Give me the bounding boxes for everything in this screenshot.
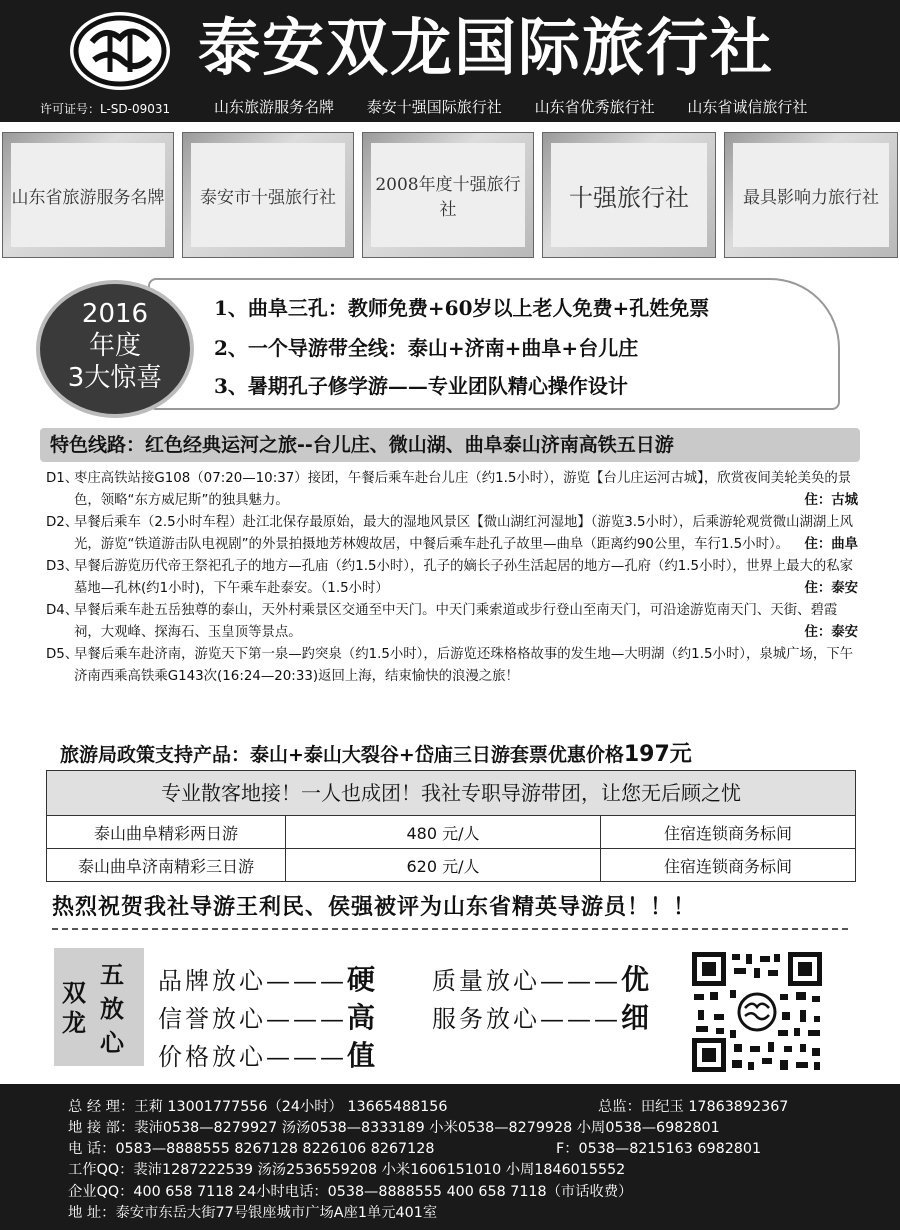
company-name: 泰安双龙国际旅行社 — [198, 11, 775, 84]
contact-footer — [0, 1084, 900, 1230]
qr-code[interactable] — [690, 950, 824, 1074]
package-hotel: 住宿连锁商务标间 — [663, 856, 792, 876]
dashed-divider — [52, 928, 848, 930]
header — [0, 0, 900, 122]
itinerary-day — [46, 644, 858, 688]
day-label: D1、 — [46, 471, 79, 486]
day-text: 早餐后乘车（2.5小时车程）赴江北保存最原始，最大的湿地风景区【微山湖红河湿地】（游览3.5小时），后乘游轮观赏微山湖湖上风光，游览“铁道游击队电视剧”的外景拍摄地芳林嫂故居，中餐后乘车赴孔子故里—曲阜（距离约90公里，车行1.5小时）。 — [74, 515, 854, 552]
director-row: 总监：田纪玉 17863892367 — [598, 1099, 789, 1115]
license-number: 许可证号：L-SD-09031 — [40, 102, 171, 116]
honors-list — [214, 96, 823, 117]
assurance-item: 品牌放心———硬 — [158, 963, 379, 996]
qr-code-icon — [690, 950, 824, 1074]
table-row — [47, 816, 855, 849]
honor-item: 山东省优秀旅行社 — [534, 98, 655, 116]
policy-price: 197元 — [623, 742, 692, 767]
surprise-item: 2、一个导游带全线：泰山+济南+曲阜+台儿庄 — [214, 336, 639, 360]
day-label: D4、 — [46, 603, 79, 618]
itinerary — [46, 468, 858, 688]
plaque-text: 十强旅行社 — [551, 143, 707, 247]
package-price: 620 元/人 — [286, 849, 601, 882]
congrats-banner: 热烈祝贺我社导游王利民、侯强被评为山东省精英导游员！！！ — [52, 894, 697, 920]
policy-text: 旅游局政策支持产品：泰山+泰山大裂谷+岱庙三日游套票优惠价格 — [60, 744, 624, 766]
day-text: 早餐后乘车赴五岳独尊的泰山，天外村乘景区交通至中天门。中天门乘索道或步行登山至南天门，可沿途游览南天门、天街、碧霞祠，大观峰、探海石、玉皇顶等景点。 — [74, 603, 838, 640]
address-row: 地 址：泰安市东岳大街77号银座城市广场A座1单元401室 — [68, 1205, 438, 1221]
company-logo — [70, 12, 170, 90]
honor-item: 山东省诚信旅行社 — [687, 98, 808, 116]
surprise-item: 1、曲阜三孔：教师免费+60岁以上老人免费+孔姓免票 — [214, 296, 710, 320]
plaque-text: 泰安市十强旅行社 — [191, 143, 345, 247]
badge-label: 年度 — [88, 331, 141, 361]
itinerary-day — [46, 468, 858, 512]
assurance-item: 价格放心———值 — [158, 1039, 379, 1072]
policy-offer — [60, 737, 692, 768]
package-price: 480 元/人 — [286, 816, 601, 849]
package-hotel: 住宿连锁商务标间 — [601, 816, 856, 849]
surprise-item: 3、暑期孔子修学游——专业团队精心操作设计 — [214, 374, 628, 398]
day-stay: 住：泰安 — [804, 581, 858, 596]
day-label: D5、 — [46, 647, 79, 662]
day-stay: 住：泰安 — [804, 625, 858, 640]
year-badge — [36, 280, 194, 418]
day-text: 枣庄高铁站接G108（07:20—10:37）接团，午餐后乘车赴台儿庄（约1.5小时），游览【台儿庄运河古城】，欣赏夜间美轮美奂的景色，领略“东方威尼斯”的独具魅力。 — [74, 471, 852, 508]
award-plaque — [182, 132, 354, 258]
plaque-text: 最具影响力旅行社 — [733, 143, 889, 247]
badge-year: 2016 — [81, 299, 149, 329]
packages-grid — [47, 816, 855, 881]
day-text: 早餐后乘车赴济南，游览天下第一泉—趵突泉（约1.5小时），后游览还珠格格故事的发生地—大明湖（约1.5小时），泉城广场，下午济南西乘高铁乘G143次(16:24—20:33)返回上海，结束愉快的浪漫之旅！ — [74, 647, 854, 684]
honor-item: 泰安十强国际旅行社 — [366, 98, 502, 116]
route-title: 特色线路：红色经典运河之旅--台儿庄、微山湖、曲阜泰山济南高铁五日游 — [40, 428, 860, 462]
packages-table — [46, 770, 856, 882]
award-plaque — [724, 132, 898, 258]
plaque-text: 山东省旅游服务名牌 — [11, 143, 165, 247]
assurance-item: 信誉放心———高 — [158, 1001, 379, 1034]
surprises-section — [28, 274, 838, 414]
award-plaque — [362, 132, 534, 258]
work-qq-row: 工作QQ：裴沛1287222539 汤汤2536559208 小米1606151010 小周1846015552 — [68, 1162, 626, 1178]
corporate-qq-row: 企业QQ：400 658 7118 24小时电话：0538—8888555 400 658 7118（市话收费） — [68, 1184, 633, 1200]
day-stay: 住：古城 — [804, 493, 858, 508]
assurance-item: 质量放心———优 — [432, 963, 653, 996]
itinerary-day — [46, 600, 858, 644]
assurance-title: 五放心 — [100, 961, 124, 1057]
itinerary-day — [46, 556, 858, 600]
assurance-badge — [54, 948, 144, 1066]
assurance-item: 服务放心———细 — [432, 1001, 653, 1034]
packages-heading: 专业散客地接！一人也成团！我社专职导游带团，让您无后顾之忧 — [47, 771, 855, 816]
package-name: 泰山曲阜精彩两日游 — [47, 816, 286, 849]
plaque-text: 2008年度十强旅行社 — [371, 143, 525, 247]
day-label: D3、 — [46, 559, 79, 574]
general-manager-row: 总 经 理：王莉 13001777556（24小时） 13665488156 — [68, 1099, 448, 1115]
honor-item: 山东旅游服务名牌 — [214, 98, 335, 116]
itinerary-day — [46, 512, 858, 556]
fax-row: F：0538—8215163 6982801 — [556, 1141, 762, 1157]
day-stay: 住：曲阜 — [804, 537, 858, 552]
package-name: 泰山曲阜济南精彩三日游 — [47, 849, 286, 882]
award-plaques — [0, 132, 900, 260]
phone-row: 电 话：0583—8888555 8267128 8226106 8267128 — [68, 1141, 435, 1157]
table-row — [47, 849, 855, 882]
dragon-seal-icon — [70, 12, 170, 90]
badge-count: 3大惊喜 — [67, 363, 163, 393]
award-plaque — [2, 132, 174, 258]
award-plaque — [542, 132, 716, 258]
day-text: 早餐后游览历代帝王祭祀孔子的地方—孔庙（约1.5小时），孔子的嫡长子孙生活起居的地方—孔府（约1.5小时），世界上最大的私家墓地—孔林(约1小时)，下午乘车赴泰安。（1.5小时） — [74, 559, 854, 596]
assurance-brand: 双龙 — [62, 979, 86, 1037]
reception-row: 地 接 部：裴沛0538—8279927 汤汤0538—8333189 小米0538—8279928 小周0538—6982801 — [68, 1120, 720, 1136]
day-label: D2、 — [46, 515, 79, 530]
